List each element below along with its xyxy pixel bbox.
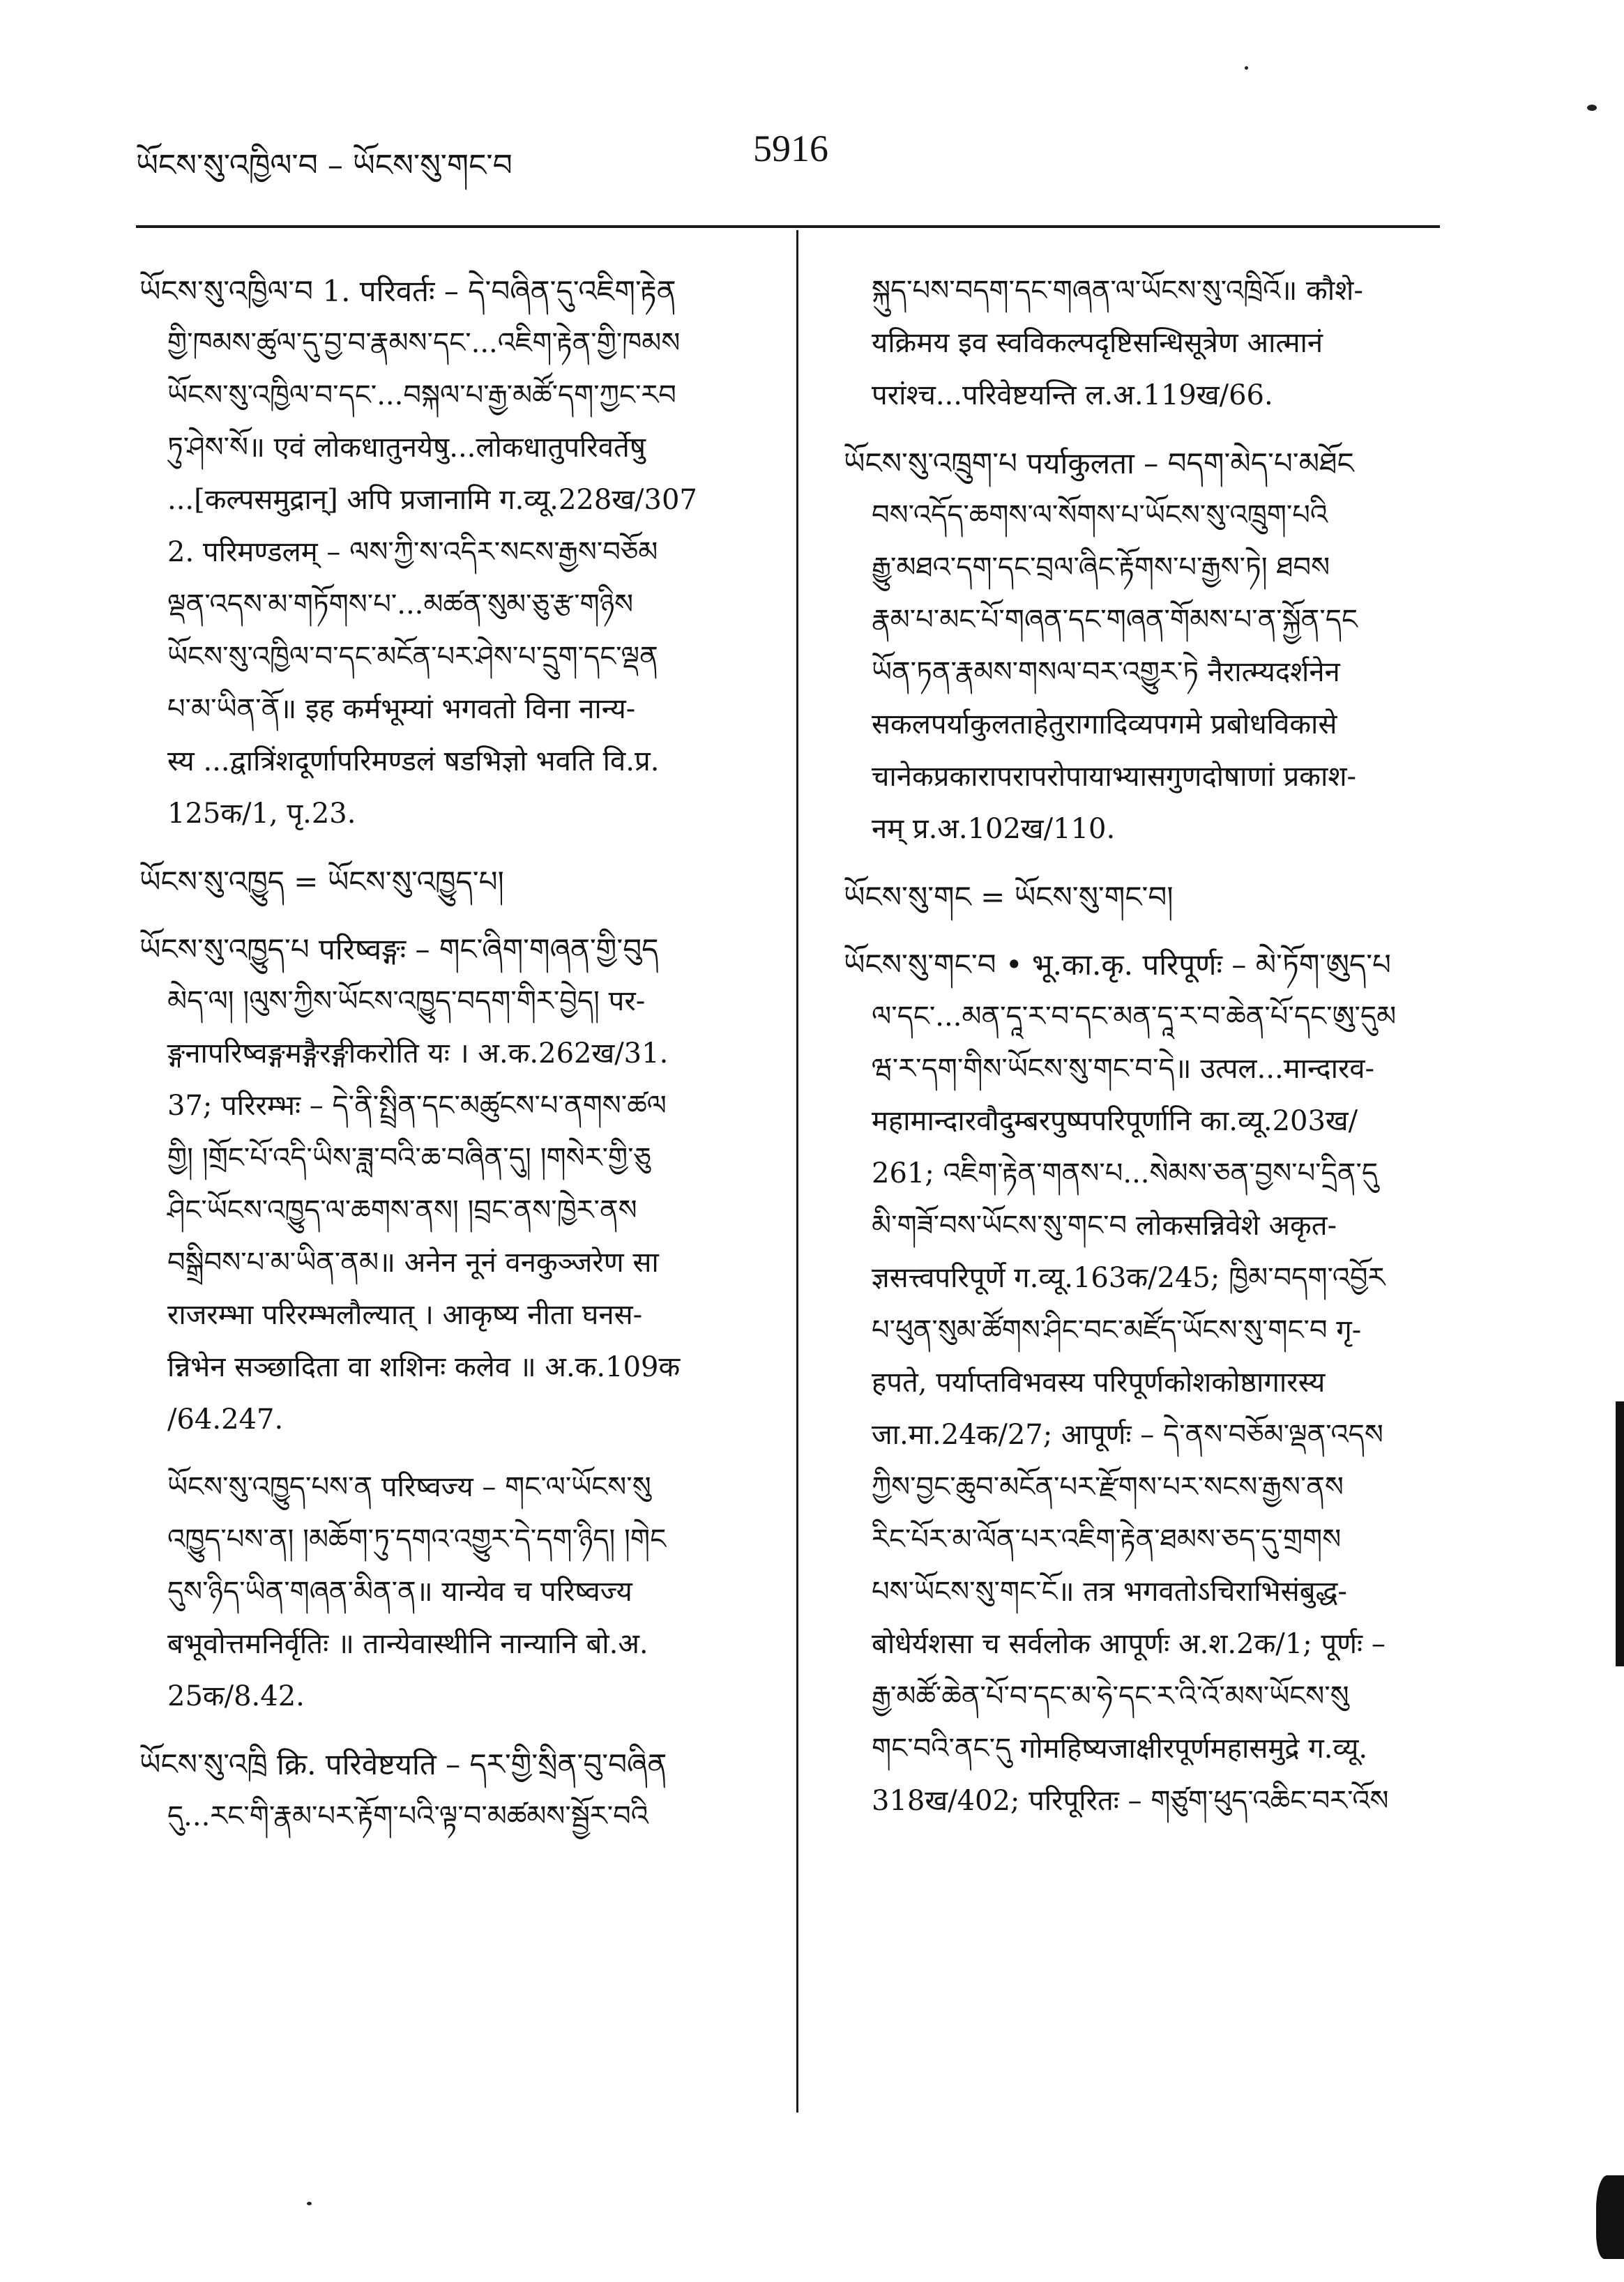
column-divider — [796, 230, 798, 2113]
entry-line: ཡོངས་སུ་འཁྱུད་པ परिष्वङ्गः – གང་ཞིག་གཞན་གྱི་བུད — [139, 932, 659, 966]
entry-line: དུས་ཉིད་ཡིན་གཞན་མིན་ན॥ यान्येव च परिष्वज्य — [167, 1576, 632, 1608]
entry-line: ङ्गनापरिष्वङ्गमङ्गैरङ्गीकरोति यः । अ.क.262ख/31. — [167, 1037, 669, 1070]
dictionary-entry — [139, 1738, 777, 1843]
entry-line: ཡོངས་སུ་འཁྱུད་པས་ན परिष्वज्य – གང་ལ་ཡོངས་སུ — [167, 1471, 651, 1503]
page-header-title: ཡོངས་སུ་འཁྱིལ་བ – ཡོངས་སུ་གང་བ — [136, 148, 513, 183]
entry-line: ཡོངས་སུ་འཁྲི क्रि. परिवेष्टयति – དར་གྱི་སྲིན་བུ་བཞིན — [139, 1747, 667, 1781]
dictionary-entry — [844, 871, 1443, 923]
dictionary-entry — [844, 265, 1443, 422]
dictionary-entry — [139, 855, 777, 908]
entry-line: འཁྱུད་པས་ན། །མཆོག་ཏུ་དགའ་འགྱུར་དེ་དག་ཉིད། །གེང — [167, 1523, 667, 1555]
entry-line: ཡོངས་སུ་འཁྱིལ་བ་དང་...བསྐལ་པ་རྒྱ་མཚོ་དག་ཀྱང་རབ — [167, 379, 676, 411]
page-number: 5916 — [753, 128, 828, 169]
entry-line: 2. परिमण्डलम् – ལས་ཀྱི་ས་འདིར་སངས་རྒྱས་བཅོམ — [167, 536, 658, 568]
entry-line: དུ...རང་གི་རྣམ་པར་རྟོག་པའི་ལྟ་བ་མཚམས་སྦྱོར་བའི — [167, 1800, 648, 1832]
entry-line: महामान्दारवौदुम्बरपुष्पपरिपूर्णानि का.व्यू.203ख/ — [872, 1105, 1358, 1137]
entry-line: बभूवोत्तमनिर्वृतिः ॥ तान्येवास्थीनि नान्यानि बो.अ. — [167, 1628, 648, 1660]
entry-line: ཏུ་ཤེས་སོ॥ एवं लोकधातुनयेषु...लोकधातुपरिवर्तेषु — [167, 432, 646, 464]
entry-line: 318ख/402; परिपूरितः – གཙུག་ཕུད་འཆིང་བར་འོས — [872, 1785, 1389, 1817]
entry-line: जा.मा.24क/27; आपूर्णः – དེ་ནས་བཅོམ་ལྡན་འདས — [872, 1419, 1383, 1451]
entry-line: མི་གཟོ་བས་ཡོངས་སུ་གང་བ लोकसन्निवेशे अकृत- — [872, 1210, 1337, 1242]
entry-line: ཡོན་ཏན་རྣམས་གསལ་བར་འགྱུར་ཏེ नैरात्म्यदर्शनेन — [872, 656, 1340, 688]
entry-line: 25क/8.42. — [167, 1680, 305, 1712]
dictionary-entry — [844, 437, 1443, 855]
entry-line: स्य ...द्वात्रिंशदूर्णापरिमण्डलं षडभिज्ञो भवति वि.प्र. — [167, 745, 660, 777]
entry-line: सकलपर्याकुलताहेतुरागादिव्यपगमे प्रबोधविकासे — [872, 708, 1337, 740]
entry-line: परांश्च...परिवेष्टयन्ति ल.अ.119ख/66. — [872, 379, 1273, 411]
entry-line: ཡོངས་སུ་གང = ཡོངས་སུ་གང་བ། — [844, 880, 1174, 914]
entry-line: པ་ཕུན་སུམ་ཚོགས་ཤིང་བང་མཛོད་ཡོངས་སུ་གང་བ गृ- — [872, 1314, 1362, 1346]
header-rule — [136, 225, 1440, 228]
entry-line: 125क/1, पृ.23. — [167, 798, 356, 830]
entry-line: ཡོངས་སུ་གང་བ • भू.का.कृ. परिपूर्णः – མེ་ཏོག་ཨུད་པ — [844, 948, 1391, 982]
entry-line: མེད་ལ། །ལུས་ཀྱིས་ཡོངས་འཁྱུད་བདག་གིར་བྱེད། पर- — [167, 985, 646, 1017]
entry-line: /64.247. — [167, 1404, 284, 1436]
entry-line: राजरम्भा परिरम्भलौल्यात् । आकृष्य नीता घनस- — [167, 1299, 643, 1331]
entry-line: བས་འདོད་ཆགས་ལ་སོགས་པ་ཡོངས་སུ་འཁྲུག་པའི — [872, 499, 1328, 531]
entry-line: རྣམ་པ་མང་པོ་གཞན་དང་གཞན་གོམས་པ་ན་སྐྱོན་དང — [872, 604, 1358, 636]
entry-line: ཡོངས་སུ་འཁྱུད = ཡོངས་སུ་འཁྱུད་པ། — [139, 865, 504, 899]
entry-line: ཝ་ར་དག་གིས་ཡོངས་སུ་གང་བ་དེ॥ उत्पल...मान्दारव- — [872, 1053, 1375, 1085]
entry-line: སྐུད་པས་བདག་དང་གཞན་ལ་ཡོངས་སུ་འཁྲིའོ॥ कौशे- — [872, 275, 1363, 307]
entry-line: པས་ཡོངས་སུ་གང་ངོ॥ तत्र भगवतोऽचिराभिसंबुद्ध- — [872, 1576, 1347, 1608]
dictionary-entry — [844, 938, 1443, 1827]
entry-line: རིང་པོར་མ་ལོན་པར་འཇིག་རྟེན་ཐམས་ཅད་དུ་གྲགས — [872, 1523, 1342, 1555]
entry-line: པ་མ་ཡིན་ནོ॥ इह कर्मभूम्यां भगवतो विना नान्य- — [167, 693, 636, 725]
left-column — [139, 265, 777, 1858]
scan-speck — [1587, 105, 1597, 111]
dictionary-entry — [139, 923, 777, 1446]
entry-line: ཡོངས་སུ་འཁྱིལ་བ་དང་མངོན་པར་ཤེས་པ་དྲུག་དང་ལྡན — [167, 641, 658, 673]
scan-edge-mark — [1596, 2175, 1624, 2259]
scan-speck — [1245, 66, 1248, 70]
entry-line: 37; परिरम्भः – དེ་ནི་སྤྲིན་དང་མཚུངས་པ་ནགས་ཚལ — [167, 1090, 667, 1122]
entry-line: बोधेर्यशसा च सर्वलोक आपूर्णः अ.श.2क/1; पूर्णः – — [872, 1628, 1386, 1660]
entry-line: न्निभेन सञ्छादिता वा शशिनः कलेव ॥ अ.क.109क — [167, 1351, 681, 1383]
entry-line: नम् प्र.अ.102ख/110. — [872, 813, 1116, 845]
entry-line: གྱི། །གྲོང་པོ་འདི་ཡིས་ཟླ་བའི་ཆ་བཞིན་དུ། །གསེར་གྱི་ཅུ — [167, 1142, 651, 1174]
entry-line: ལ་དང་...མན་དཱ་ར་བ་དང་མན་དཱ་ར་བ་ཆེན་པོ་དང་ཨུ་དུམ — [872, 1001, 1397, 1033]
entry-line: རྒྱུ་མཐའ་དག་དང་བྲལ་ཞིང་རྟོགས་པ་རྒྱས་ཏེ། ཐབས — [872, 552, 1330, 584]
entry-line: གྱི་ཁམས་ཚུལ་དུ་བྱ་བ་རྣམས་དང་...འཇིག་རྟེན་གྱི་ཁམས — [167, 327, 681, 359]
entry-line: ज्ञसत्त्वपरिपूर्णे ग.व्यू.163क/245; ཁྱིམ་བདག་འབྱོར — [872, 1262, 1386, 1294]
dictionary-entry — [139, 1461, 777, 1723]
entry-line: ཀྱིས་བྱང་ཆུབ་མངོན་པར་རྫོགས་པར་སངས་རྒྱས་ནས — [872, 1471, 1344, 1503]
entry-line: རྒྱ་མཚོ་ཆེན་པོ་བ་དང་མ་ཧེ་དང་ར་འི་འོ་མས་ཡོངས་སུ — [872, 1680, 1349, 1712]
right-column — [844, 265, 1443, 1843]
entry-line: चानेकप्रकारापरापरोपायाभ्यासगुणदोषाणां प्रकाश- — [872, 761, 1357, 793]
entry-line: ཡོངས་སུ་འཁྲུག་པ पर्याकुलता – བདག་མེད་པ་མཐོང — [844, 446, 1354, 480]
dictionary-entry — [139, 265, 777, 840]
entry-line: ...[कल्पसमुद्रान्] अपि प्रजानामि ग.व्यू.228ख/307 — [167, 484, 697, 516]
entry-line: བསྒྲིབས་པ་མ་ཡིན་ནམ॥ अनेन नूनं वनकुञ्जरेण सा — [167, 1247, 659, 1279]
entry-line: यक्रिमय इव स्वविकल्पदृष्टिसन्धिसूत्रेण आत्मानं — [872, 327, 1323, 359]
entry-line: ལྡན་འདས་མ་གཏོགས་པ་...མཚན་སུམ་ཅུ་རྩ་གཉིས — [167, 588, 634, 621]
scan-edge-mark — [1616, 1401, 1624, 1666]
entry-line: གང་བའི་ནང་དུ गोमहिष्यजाक्षीरपूर्णमहासमुद्रे ग.व्यू. — [872, 1733, 1368, 1765]
entry-line: ཤིང་ཡོངས་འཁྱུད་ལ་ཆགས་ནས། །བྲང་ནས་ཁྱེར་ནས — [167, 1194, 637, 1226]
scan-speck — [307, 2202, 312, 2205]
entry-line: ཡོངས་སུ་འཁྱིལ་བ 1. परिवर्तः – དེ་བཞིན་དུ་འཇིག་རྟེན — [139, 274, 676, 308]
entry-line: हपते, पर्याप्तविभवस्य परिपूर्णकोशकोष्ठागारस्य — [872, 1367, 1326, 1399]
entry-line: 261; འཇིག་རྟེན་གནས་པ...སེམས་ཅན་བྱས་པ་དྲིན་དུ — [872, 1157, 1379, 1189]
